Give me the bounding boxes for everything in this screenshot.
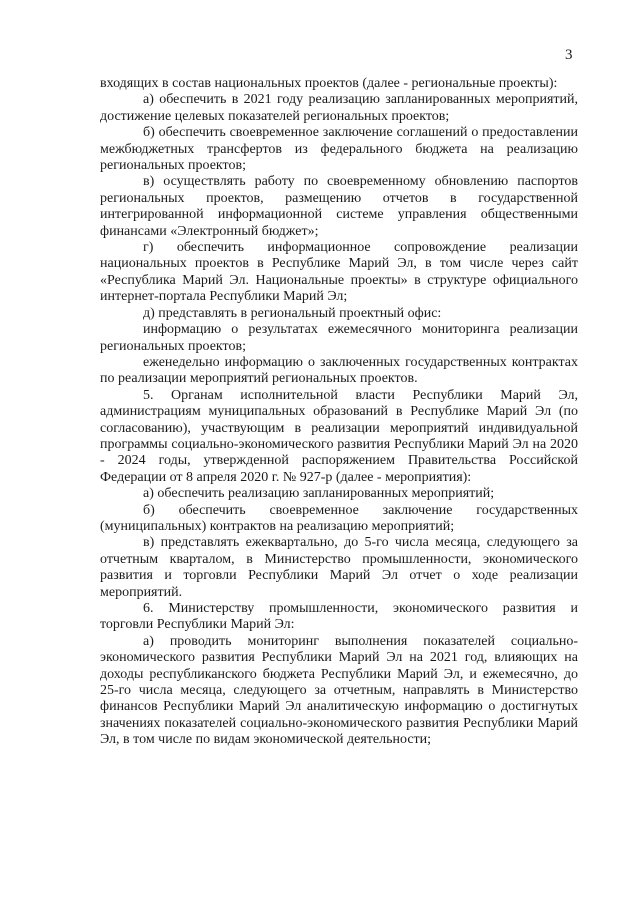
- paragraph: в) осуществлять работу по своевременному обновлению паспортов региональных проектов, размещению отчетов в государственной интегрированной информационной системе управления общественными финансами «Электронный бюджет»;: [100, 174, 578, 239]
- paragraph: б) обеспечить своевременное заключение соглашений о предоставлении межбюджетных трансфертов из федерального бюджета на реализацию региональных проектов;: [100, 125, 578, 174]
- paragraph: входящих в состав национальных проектов (далее - региональные проекты):: [100, 76, 558, 91]
- paragraph: информацию о результатах ежемесячного мониторинга реализации региональных проектов;: [100, 322, 578, 354]
- paragraph: а) обеспечить реализацию запланированных мероприятий;: [143, 486, 495, 502]
- paragraph: г) обеспечить информационное сопровождение реализации национальных проектов в Республике Марий Эл, в том числе через сайт «Республика Марий Эл. Национальные проекты» в структуре официального интернет-портала Республики Марий Эл;: [100, 240, 578, 305]
- paragraph: а) проводить мониторинг выполнения показателей социально-экономического развития Республики Марий Эл на 2021 год, влияющих на доходы республиканского бюджета Республики Марий Эл, и ежемесячно, до 25-го числа месяца, следующего за отчетным, направлять в Министерство финансов Республики Марий Эл аналитическую информацию о достигнутых значениях показателей социально-экономического развития Республики Марий Эл, в том числе по видам экономической деятельности;: [100, 633, 578, 748]
- paragraph: д) представлять в региональный проектный офис:: [143, 305, 442, 321]
- paragraph: 5. Органам исполнительной власти Республики Марий Эл, администрациям муниципальных образований в Республике Марий Эл (по согласованию), участвующим в реализации мероприятий индивидуальной программы социально-экономического развития Республики Марий Эл на 2020 - 2024 годы, утвержденной распоряжением Правительства Российской Федерации от 8 апреля 2020 г. № 927-р (далее - мероприятия):: [100, 387, 578, 485]
- paragraph: в) представлять ежеквартально, до 5-го числа месяца, следующего за отчетным кварталом, в Министерство промышленности, экономического развития и торговли Республики Марий Эл отчет о ходе реализации мероприятий.: [100, 535, 578, 600]
- page-number: 3: [565, 47, 573, 63]
- paragraph: еженедельно информацию о заключенных государственных контрактах по реализации мероприятий региональных проектов.: [100, 354, 578, 387]
- paragraph: а) обеспечить в 2021 году реализацию запланированных мероприятий, достижение целевых показателей региональных проектов;: [100, 92, 578, 124]
- document-body: [100, 76, 578, 749]
- paragraph: б) обеспечить своевременное заключение государственных (муниципальных) контрактов на реализацию мероприятий;: [100, 502, 578, 534]
- paragraph: 6. Министерству промышленности, экономического развития и торговли Республики Марий Эл:: [100, 601, 578, 633]
